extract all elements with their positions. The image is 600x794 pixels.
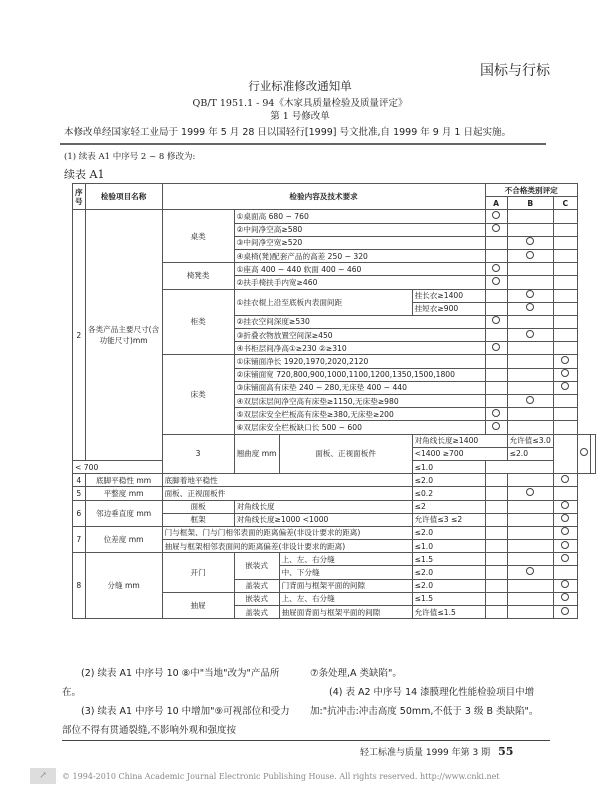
header-rating: 不合格类别评定 xyxy=(485,184,577,197)
part-6: 框架 xyxy=(162,513,234,526)
rating-mark-icon xyxy=(561,607,569,615)
rating-mark-icon xyxy=(492,409,500,417)
bed-item: ④双层床层间净空高有床垫≥1150,无床垫≥980 xyxy=(234,395,485,408)
gap-item: 上、左、右分缝 xyxy=(279,592,412,605)
table-row xyxy=(73,526,596,539)
header-content: 检验内容及技术要求 xyxy=(162,184,485,210)
amendment-item-1: (1) 续表 A1 中序号 2 ~ 8 修改为: xyxy=(64,152,196,162)
table-row xyxy=(73,487,596,500)
perp-value: ≤2 xyxy=(412,500,485,513)
copyright-notice: © 1994-2010 China Academic Journal Electronic Publishing House. All rights reserved. http://www.cnki.net xyxy=(62,772,500,781)
rating-mark-icon xyxy=(526,303,534,311)
value-5: ≤0.2 xyxy=(412,487,485,500)
warp-item: < 700 xyxy=(73,460,163,473)
rating-mark-icon xyxy=(561,593,569,601)
perp-item: 对角线长度 xyxy=(234,500,412,513)
door-overlay: 盖装式 xyxy=(234,579,279,592)
cabinet-subitem: 挂长衣≥1400 xyxy=(412,289,485,302)
footer-divider xyxy=(62,740,550,741)
rating-mark-icon xyxy=(561,541,569,549)
header-c: C xyxy=(553,197,577,210)
gap-value: ≤1.5 xyxy=(412,553,485,566)
rating-mark-icon xyxy=(492,316,500,324)
bed-item: ③床铺面高有床垫 240 ~ 280,无床垫 400 ~ 440 xyxy=(234,381,485,394)
rating-mark-icon xyxy=(561,580,569,588)
cabinet-item: ②挂衣空间深度≥530 xyxy=(234,315,485,328)
item-name-8: 分缝 mm xyxy=(85,553,162,619)
paragraph-right xyxy=(310,664,550,721)
rating-mark-icon xyxy=(561,382,569,390)
rating-mark-icon xyxy=(561,369,569,377)
part-3: 面板、正视面板件 xyxy=(279,434,412,474)
gap-value: ≤2.0 xyxy=(412,566,485,579)
desk-item: ④桌椅(凳)配套产品的高差 250 ~ 320 xyxy=(234,249,485,262)
offset-value: ≤2.0 xyxy=(412,526,485,539)
page-number: 55 xyxy=(498,745,514,758)
amendment-item-3: (3) 续表 A1 中序号 10 中增加"⑨可视部位和受力部位不得有贯通裂缝,不影响外观和强度按 xyxy=(62,706,290,736)
paragraph-left xyxy=(62,664,290,740)
category-chair: 椅凳类 xyxy=(162,263,234,289)
perp-item: 对角线长度≥1000 <1000 xyxy=(234,513,412,526)
desk-item: ②中间净空高≥580 xyxy=(234,223,485,236)
gap-item: 上、左、右分缝 xyxy=(279,553,412,566)
rating-mark-icon xyxy=(526,396,534,404)
rating-mark-icon xyxy=(492,343,500,351)
seq-4: 4 xyxy=(73,474,86,487)
rating-mark-icon xyxy=(526,251,534,259)
rating-mark-icon xyxy=(492,224,500,232)
rating-mark-icon xyxy=(526,290,534,298)
header-seq: 序号 xyxy=(73,184,86,210)
gap-value: 允许值≤1.5 xyxy=(412,606,485,619)
rating-mark-icon xyxy=(492,277,500,285)
header-row xyxy=(73,184,596,197)
rating-mark-icon xyxy=(492,422,500,430)
bed-item: ⑤双层床安全栏板高有床垫≥380,无床垫≥200 xyxy=(234,408,485,421)
rating-mark-icon xyxy=(561,527,569,535)
rating-mark-icon xyxy=(492,264,500,272)
gap-drawer: 抽屉 xyxy=(162,592,234,618)
rating-mark-icon xyxy=(561,356,569,364)
chair-item: ②扶手椅扶手内宽≥460 xyxy=(234,276,485,289)
rating-mark-icon xyxy=(526,237,534,245)
rating-mark-icon xyxy=(526,567,534,575)
table-row xyxy=(73,474,596,487)
table-row xyxy=(73,210,596,223)
offset-item: 门与框架、门与门相邻表面的距离偏差(非设计要求的距离) xyxy=(162,526,412,539)
table-row xyxy=(73,500,596,513)
cabinet-subitem: 挂短衣≥900 xyxy=(412,302,485,315)
seq-2: 2 xyxy=(73,210,86,461)
warp-item: <1400 ≥700 xyxy=(412,447,507,460)
rating-mark-icon xyxy=(580,448,588,456)
item-name-2: 各类产品主要尺寸(含功能尺寸)mm xyxy=(85,210,162,461)
bed-item: ⑥双层床安全栏板缺口长 500 ~ 600 xyxy=(234,421,485,434)
item-name-5: 平整度 mm xyxy=(85,487,162,500)
content-4: 底脚着地平稳性 xyxy=(162,474,412,487)
amendment-item-3-cont: ⑦条处理,A 类缺陷"。 xyxy=(310,668,402,679)
value-4: ≤2.0 xyxy=(412,474,485,487)
warp-item: 对角线长度≥1400 xyxy=(412,434,507,447)
perp-value: 允许值≤3 ≤2 xyxy=(412,513,485,526)
header-name: 检验项目名称 xyxy=(85,184,162,210)
item-name-6: 邻边垂直度 mm xyxy=(85,500,162,526)
door-inset: 嵌装式 xyxy=(234,553,279,579)
gap-item: 门背面与框架平面的间隙 xyxy=(279,579,412,592)
rating-mark-icon xyxy=(561,514,569,522)
amendment-item-2: (2) 续表 A1 中序号 10 ⑧中"当地"改为"产品所在。 xyxy=(62,668,280,698)
journal-info xyxy=(360,745,513,758)
seq-3: 3 xyxy=(162,434,234,474)
standard-name: QB/T 1951.1 - 94《木家具质量检验及质量评定》 xyxy=(192,98,408,109)
item-name-3: 翘曲度 mm xyxy=(234,434,279,474)
offset-value: ≤1.0 xyxy=(412,540,485,553)
header-a: A xyxy=(485,197,507,210)
rating-mark-icon xyxy=(561,475,569,483)
warp-value: ≤2.0 xyxy=(507,447,553,460)
rating-mark-icon xyxy=(561,554,569,562)
bed-item: ②床铺面宽 720,800,900,1000,1100,1200,1350,1500,1800 xyxy=(234,368,485,381)
category-cabinet: 柜类 xyxy=(162,289,234,355)
gap-item: 中、下分缝 xyxy=(279,566,412,579)
gap-value: ≤2.0 xyxy=(412,579,485,592)
cabinet-item: ③折叠衣物放置空间深≥450 xyxy=(234,329,485,342)
divider xyxy=(60,143,546,145)
cnki-logo-icon: ↗ xyxy=(30,768,56,784)
rating-mark-icon xyxy=(561,501,569,509)
table-row xyxy=(73,553,596,566)
journal-name: 轻工标准与质量 1999 年第 3 期 xyxy=(360,748,491,758)
content-5: 面板、正视面板件 xyxy=(162,487,412,500)
part-6: 面板 xyxy=(162,500,234,513)
item-name-4: 底脚平稳性 mm xyxy=(85,474,162,487)
item-name-7: 位差度 mm xyxy=(85,526,162,552)
cabinet-item: ①挂衣棍上沿至底板内表面间距 xyxy=(234,289,412,315)
seq-5: 5 xyxy=(73,487,86,500)
page-title: 行业标准修改通知单 xyxy=(248,79,352,93)
amendment-item-4: (4) 表 A2 中序号 14 漆膜理化性能检验项目中增加:"抗冲击:冲击高度 50mm,不低于 3 级 B 类缺陷"。 xyxy=(310,687,539,717)
desk-item: ①桌面高 680 ~ 760 xyxy=(234,210,485,223)
rating-mark-icon xyxy=(526,330,534,338)
header-b: B xyxy=(507,197,553,210)
amendment-number: 第 1 号修改单 xyxy=(270,111,330,122)
drawer-inset: 嵌装式 xyxy=(234,592,279,605)
inspection-table xyxy=(72,183,596,619)
offset-item: 抽屉与框架相邻表面间的距离偏差(非设计要求的距离) xyxy=(162,540,412,553)
rating-mark-icon xyxy=(492,211,500,219)
bed-item: ①床铺面净长 1920,1970,2020,2120 xyxy=(234,355,485,368)
gap-door: 开门 xyxy=(162,553,234,593)
approval-notice: 本修改单经国家轻工业局于 1999 年 5 月 28 日以国轻行[1999] 号文批准,自 1999 年 9 月 1 日起实施。 xyxy=(64,127,511,138)
rating-mark-icon xyxy=(526,488,534,496)
category-bed: 床类 xyxy=(162,355,234,434)
cabinet-item: ④书柜层间净高①≥230 ②≥310 xyxy=(234,342,485,355)
gap-item: 抽屉面背面与框架平面的间隙 xyxy=(279,606,412,619)
warp-value: ≤1.0 xyxy=(412,460,485,473)
chair-item: ①座高 400 ~ 440 软面 400 ~ 460 xyxy=(234,263,485,276)
seq-7: 7 xyxy=(73,526,86,552)
warp-value: 允许值≤3.0 xyxy=(507,434,553,447)
table-caption: 续表 A1 xyxy=(64,168,105,181)
drawer-overlay: 盖装式 xyxy=(234,606,279,619)
gap-value: ≤1.5 xyxy=(412,592,485,605)
seq-8: 8 xyxy=(73,553,86,619)
desk-item: ③中间净空宽≥520 xyxy=(234,236,485,249)
section-tag: 国标与行标 xyxy=(480,63,550,79)
category-desk: 桌类 xyxy=(162,210,234,263)
seq-6: 6 xyxy=(73,500,86,526)
